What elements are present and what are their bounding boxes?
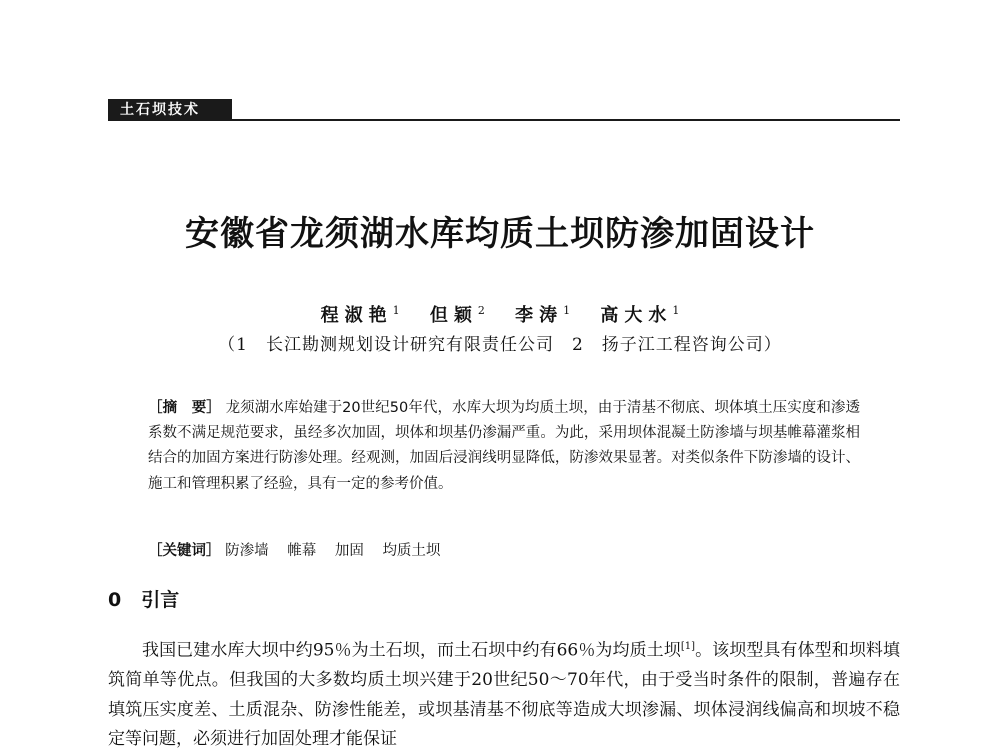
keywords-label: ［关键词］ bbox=[148, 543, 221, 559]
column-tag: 土石坝技术 bbox=[108, 99, 232, 121]
keywords bbox=[148, 539, 860, 564]
author: 李涛$^1$ bbox=[515, 304, 571, 326]
citation-ref: [1] bbox=[680, 641, 696, 652]
author: 高大水$^1$ bbox=[600, 304, 680, 326]
abstract-text: 龙须湖水库始建于20世纪50年代，水库大坝为均质土坝，由于清基不彻底、坝体填土压实度和渗透系数不满足规范要求，虽经多次加固，坝体和坝基仍渗漏严重。为此，采用坝体混凝土防渗墙与坝基帷幕灌浆相结合的加固方案进行防渗处理。经观测，加固后浸润线明显降低，防渗效果显著。对类似条件下防渗墙的设计、施工和管理积累了经验，具有一定的参考价值。 bbox=[148, 400, 861, 492]
keyword: 加固 bbox=[334, 543, 364, 559]
paper-title: 安徽省龙须湖水库均质土坝防渗加固设计 bbox=[185, 214, 815, 254]
author: 程淑艳$^1$ bbox=[320, 304, 400, 326]
keyword: 帷幕 bbox=[287, 543, 317, 559]
abstract-label: ［摘 要］ bbox=[148, 400, 221, 416]
affiliation: （1 长江勘测规划设计研究有限责任公司 2 扬子江工程咨询公司） bbox=[218, 335, 782, 355]
section-heading bbox=[108, 585, 179, 615]
section-number: 0 bbox=[108, 589, 122, 611]
header-rule bbox=[108, 119, 900, 121]
keyword: 防渗墙 bbox=[225, 543, 269, 559]
abstract bbox=[148, 396, 860, 497]
author-list bbox=[300, 297, 700, 330]
author: 但颖$^2$ bbox=[429, 304, 485, 326]
section-title: 引言 bbox=[141, 589, 180, 611]
keyword: 均质土坝 bbox=[382, 543, 441, 559]
body-paragraph: 我国已建水库大坝中约95％为土石坝，而土石坝中约有66％为均质土坝[1]。该坝型具有体型和坝料填筑简单等优点。但我国的大多数均质土坝兴建于20世纪50～70年代，由于受当时条件的限制，普遍存在填筑压实度差、土质混杂、防渗性能差，或坝基清基不彻底等造成大坝渗漏、坝体浸润线偏高和坝坡不稳定等问题，必须进行加固处理才能保证 bbox=[108, 640, 901, 750]
